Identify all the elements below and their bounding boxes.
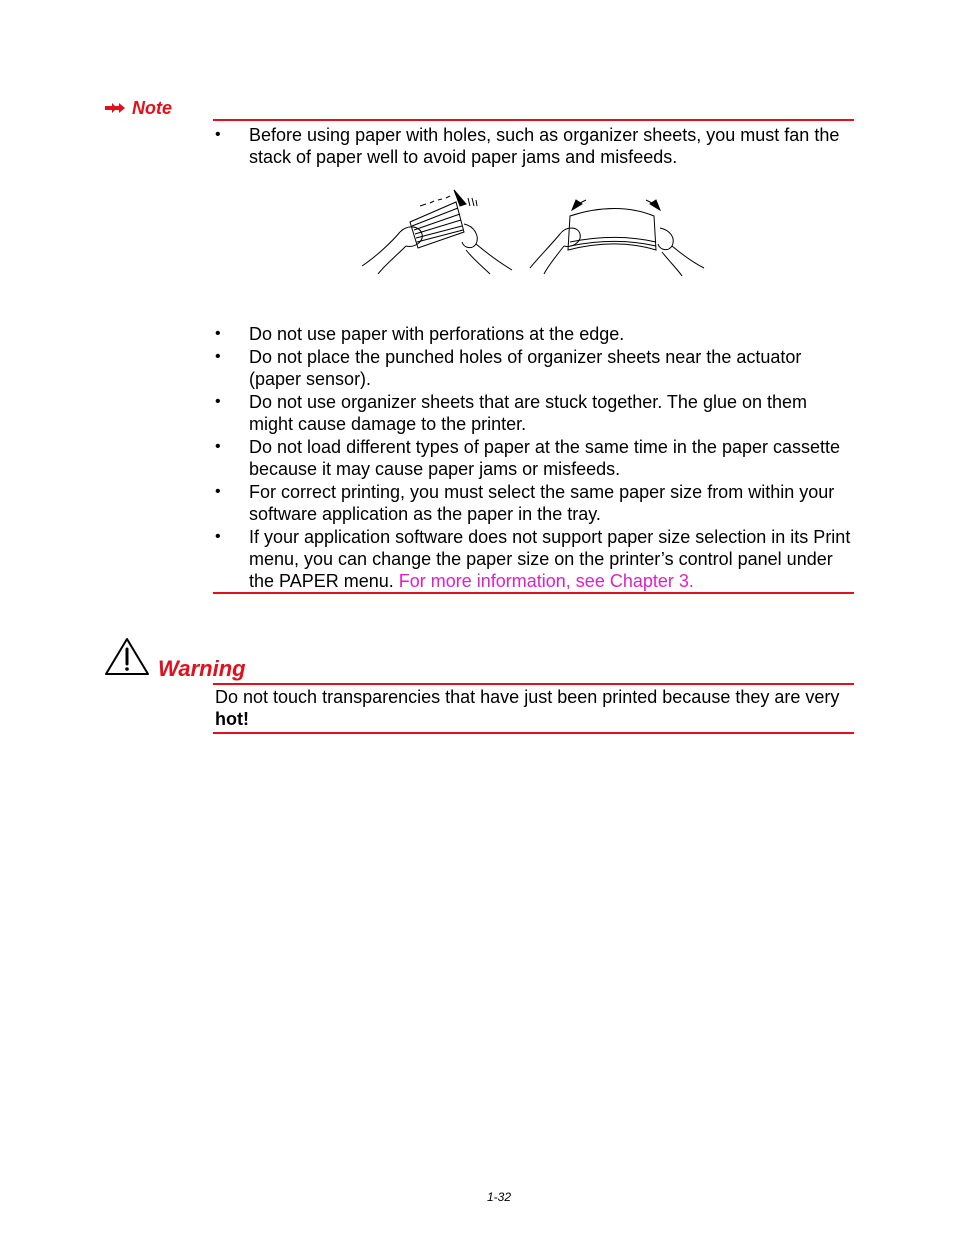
warning-triangle-icon xyxy=(104,636,150,682)
list-item xyxy=(213,526,854,592)
warning-body: Do not touch transparencies that have just been printed because they are very xyxy=(215,687,840,707)
note-bullet-list-top xyxy=(213,124,854,169)
warning-emphasis: hot! xyxy=(215,709,249,729)
double-arrow-icon xyxy=(104,98,126,119)
warning-text xyxy=(215,686,854,730)
list-item: • Do not use organizer sheets that are stuck together. The glue on them might cause damage to the printer. xyxy=(213,391,854,435)
list-item-text: If your application software does not support paper size selection in its Print menu, you can change the paper size on the printer’s control panel under the PAPER menu. xyxy=(249,527,851,591)
note-top-rule xyxy=(213,119,854,121)
page-number: 1-32 xyxy=(486,1190,512,1204)
list-item: • Do not place the punched holes of organizer sheets near the actuator (paper sensor). xyxy=(213,346,854,390)
chapter-3-link[interactable]: For more information, see Chapter 3. xyxy=(398,571,694,591)
list-item: • Do not load different types of paper at the same time in the paper cassette because it may cause paper jams or misfeeds. xyxy=(213,436,854,480)
warning-top-rule xyxy=(213,683,854,685)
list-item: • Do not use paper with perforations at the edge. xyxy=(213,323,854,345)
note-heading xyxy=(104,96,172,120)
note-bottom-rule xyxy=(213,592,854,594)
list-item: • Before using paper with holes, such as organizer sheets, you must fan the stack of paper well to avoid paper jams and misfeeds. xyxy=(213,124,854,168)
note-bullet-list-bottom xyxy=(213,323,854,593)
warning-bottom-rule xyxy=(213,732,854,734)
list-item: • For correct printing, you must select the same paper size from within your software application as the paper in the tray. xyxy=(213,481,854,525)
paper-fanning-illustration xyxy=(360,184,706,280)
fan-paper-left-figure xyxy=(362,190,512,274)
note-heading-label: Note xyxy=(132,97,172,118)
warning-heading-label: Warning xyxy=(158,656,246,681)
warning-heading xyxy=(104,636,246,682)
fan-paper-right-figure xyxy=(530,200,704,276)
